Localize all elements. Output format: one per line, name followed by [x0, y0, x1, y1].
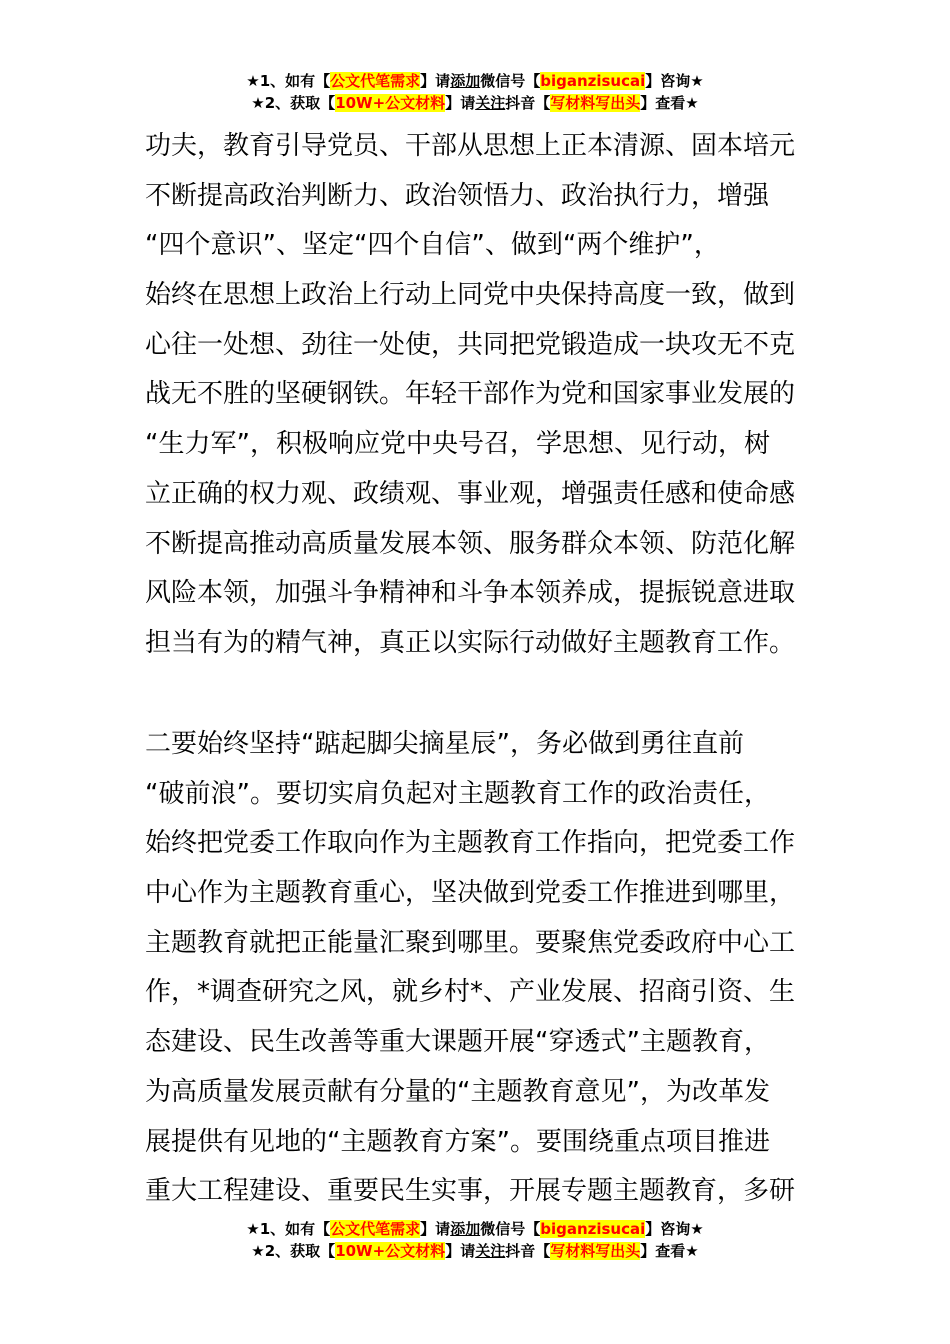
paragraph-1	[145, 122, 810, 669]
paragraph-line: 始终把党委工作取向作为主题教育工作指向，把党委工作	[145, 828, 796, 859]
paragraph-line: 作，*调查研究之风，就乡村*、产业发展、招商引资、生	[145, 977, 796, 1008]
footer-line-1-highlight-wechat: biganzisucai	[540, 1220, 646, 1238]
footer-line-2	[0, 1240, 950, 1262]
paragraph-line: 战无不胜的坚硬钢铁。年轻干部作为党和国家事业发展的	[145, 379, 796, 410]
footer-line-1-suffix: 】咨询★	[645, 1220, 704, 1238]
paragraph-line: 不断提高推动高质量发展本领、服务群众本领、防范化解	[145, 528, 796, 559]
footer-line-2-underline: 关注	[475, 1242, 506, 1260]
paragraph-line: 为高质量发展贡献有分量的“主题教育意见”，为改革发	[145, 1076, 770, 1107]
header-line-1-prefix: ★1、如有【	[246, 72, 331, 90]
paragraph-line: “四个意识”、坚定“四个自信”、做到“两个维护”，	[145, 230, 720, 261]
paragraph-line: 重大工程建设、重要民生实事，开展专题主题教育，多研	[145, 1176, 796, 1207]
header-line-1-text-2: 微信号【	[480, 72, 541, 90]
footer-line-2-highlight-materials: 10W+公文材料	[335, 1242, 446, 1260]
header-line-1-highlight-wechat: biganzisucai	[540, 72, 646, 90]
footer-line-1-prefix: ★1、如有【	[246, 1220, 331, 1238]
paragraph-line: 心往一处想、劲往一处使，共同把党锻造成一块攻无不克	[145, 329, 796, 360]
footer-line-2-text-2: 抖音【	[505, 1242, 551, 1260]
paragraph-line: 担当有为的精气神，真正以实际行动做好主题教育工作。	[145, 627, 796, 658]
header-line-2-underline: 关注	[475, 94, 506, 112]
footer-line-1-highlight-service: 公文代笔需求	[330, 1220, 421, 1238]
header-banner	[0, 70, 950, 114]
header-line-1	[0, 70, 950, 92]
header-line-1-highlight-service: 公文代笔需求	[330, 72, 421, 90]
paragraph-line: 始终在思想上政治上行动上同党中央保持高度一致，做到	[145, 280, 796, 311]
footer-line-2-prefix: ★2、获取【	[251, 1242, 336, 1260]
paragraph-line: 主题教育就把正能量汇聚到哪里。要聚焦党委政府中心工	[145, 927, 796, 958]
paragraph-line: 不断提高政治判断力、政治领悟力、政治执行力，增强	[145, 180, 770, 211]
footer-line-1	[0, 1218, 950, 1240]
header-line-2-suffix: 】查看★	[640, 94, 699, 112]
paragraph-line: 中心作为主题教育重心，坚决做到党委工作推进到哪里，	[145, 878, 796, 909]
header-line-1-underline: 添加	[450, 72, 481, 90]
footer-line-1-text: 】请	[420, 1220, 451, 1238]
header-line-2-prefix: ★2、获取【	[251, 94, 336, 112]
paragraph-line: 展提供有见地的“主题教育方案”。要围绕重点项目推进	[145, 1126, 770, 1157]
paragraph-line: 立正确的权力观、政绩观、事业观，增强责任感和使命感	[145, 478, 796, 509]
footer-line-2-text: 】请	[445, 1242, 476, 1260]
footer-line-2-highlight-douyin: 写材料写出头	[550, 1242, 641, 1260]
footer-line-1-underline: 添加	[450, 1220, 481, 1238]
paragraph-line: “生力军”，积极响应党中央号召，学思想、见行动，树	[145, 429, 770, 460]
header-line-2	[0, 92, 950, 114]
paragraph-line: 风险本领，加强斗争精神和斗争本领养成，提振锐意进取	[145, 578, 796, 609]
header-line-2-highlight-materials: 10W+公文材料	[335, 94, 446, 112]
footer-banner	[0, 1218, 950, 1262]
footer-line-1-text-2: 微信号【	[480, 1220, 541, 1238]
paragraph-2	[145, 720, 810, 1217]
header-line-1-text: 】请	[420, 72, 451, 90]
paragraph-line: 功夫，教育引导党员、干部从思想上正本清源、固本培元	[145, 131, 796, 161]
header-line-2-highlight-douyin: 写材料写出头	[550, 94, 641, 112]
paragraph-line: 二要始终坚持“踮起脚尖摘星辰”，务必做到勇往直前	[145, 729, 744, 759]
header-line-2-text: 】请	[445, 94, 476, 112]
header-line-1-suffix: 】咨询★	[645, 72, 704, 90]
paragraph-line: 态建设、民生改善等重大课题开展“穿透式”主题教育，	[145, 1027, 770, 1058]
paragraph-line: “破前浪”。要切实肩负起对主题教育工作的政治责任，	[145, 778, 770, 809]
header-line-2-text-2: 抖音【	[505, 94, 551, 112]
footer-line-2-suffix: 】查看★	[640, 1242, 699, 1260]
